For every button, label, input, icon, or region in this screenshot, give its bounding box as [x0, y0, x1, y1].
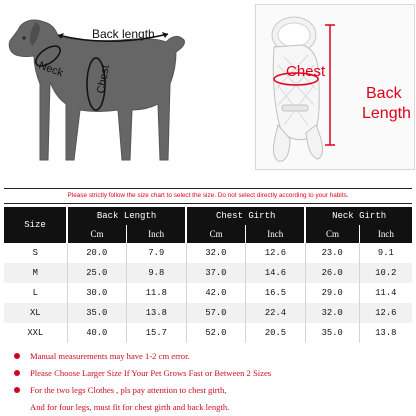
note-text: Manual measurements may have 1-2 cm error.: [30, 351, 190, 361]
table-group-header-row: [4, 207, 412, 225]
table-cell: 32.0: [186, 243, 246, 263]
note-text: For the two legs Clothes , pls pay attention to chest girth,: [30, 385, 227, 395]
neck-girth-header: Neck Girth: [305, 207, 412, 225]
table-cell: 7.9: [127, 243, 187, 263]
table-cell: 30.0: [67, 283, 127, 303]
note-item: [14, 382, 410, 399]
chest-girth-header: Chest Girth: [186, 207, 305, 225]
unit-header-cm: Cm: [186, 225, 246, 243]
unit-header-inch: Inch: [246, 225, 306, 243]
unit-header-inch: Inch: [359, 225, 412, 243]
table-cell: 52.0: [186, 323, 246, 343]
table-cell: 35.0: [67, 303, 127, 323]
back-length-label: Back length: [92, 27, 155, 41]
dog-silhouette-image: [0, 0, 208, 172]
table-cell: 9.1: [359, 243, 412, 263]
table-cell: 12.6: [359, 303, 412, 323]
unit-header-inch: Inch: [127, 225, 187, 243]
table-cell: 20.5: [246, 323, 306, 343]
table-cell: 13.8: [127, 303, 187, 323]
table-cell: 32.0: [305, 303, 359, 323]
table-row: [4, 263, 412, 283]
size-cell: L: [32, 288, 38, 298]
size-notes-list: [14, 348, 410, 416]
note-item: [14, 399, 410, 416]
neck-label: Neck: [36, 59, 65, 80]
table-cell: 9.8: [127, 263, 187, 283]
size-warning-banner: Please strictly follow the size chart to select the size. Do not select directly according to your habits.: [4, 188, 412, 204]
table-row: [4, 283, 412, 303]
table-cell: 26.0: [305, 263, 359, 283]
table-cell: 37.0: [186, 263, 246, 283]
coat-product-panel: [255, 4, 415, 170]
dog-measurement-diagram: [0, 0, 208, 172]
size-column-header: Size: [4, 207, 67, 243]
coat-back-label: Back: [366, 85, 402, 102]
table-cell: 23.0: [305, 243, 359, 263]
table-cell: 40.0: [67, 323, 127, 343]
table-cell: 11.8: [127, 283, 187, 303]
table-cell: 57.0: [186, 303, 246, 323]
unit-header-cm: Cm: [67, 225, 127, 243]
size-cell: XXL: [27, 328, 44, 338]
size-chart-table: [4, 207, 412, 343]
table-cell: 13.8: [359, 323, 412, 343]
bullet-dot-icon: [14, 353, 20, 359]
table-row: [4, 303, 412, 323]
size-cell: XL: [29, 308, 41, 318]
bullet-dot-icon: [14, 387, 20, 393]
back-length-header: Back Length: [67, 207, 186, 225]
note-text: Please Choose Larger Size If Your Pet Grows Fast or Between 2 Sizes: [30, 368, 272, 378]
note-item: [14, 365, 410, 382]
table-cell: 11.4: [359, 283, 412, 303]
table-cell: 20.0: [67, 243, 127, 263]
coat-chest-label: Chest: [286, 63, 326, 80]
table-cell: 29.0: [305, 283, 359, 303]
table-cell: 15.7: [127, 323, 187, 343]
table-cell: 42.0: [186, 283, 246, 303]
note-item: [14, 348, 410, 365]
table-cell: 25.0: [67, 263, 127, 283]
table-cell: 22.4: [246, 303, 306, 323]
table-cell: 10.2: [359, 263, 412, 283]
table-cell: 35.0: [305, 323, 359, 343]
size-cell: M: [32, 268, 38, 278]
chest-label: Chest: [95, 64, 112, 95]
size-cell: S: [32, 248, 38, 258]
note-text: And for four legs, must fit for chest girth and back length.: [30, 402, 230, 412]
table-cell: 16.5: [246, 283, 306, 303]
table-row: [4, 323, 412, 343]
unit-header-cm: Cm: [305, 225, 359, 243]
table-cell: 12.6: [246, 243, 306, 263]
table-row: [4, 243, 412, 263]
table-cell: 14.6: [246, 263, 306, 283]
coat-length-label: Length: [362, 105, 411, 122]
bullet-dot-icon: [14, 370, 20, 376]
